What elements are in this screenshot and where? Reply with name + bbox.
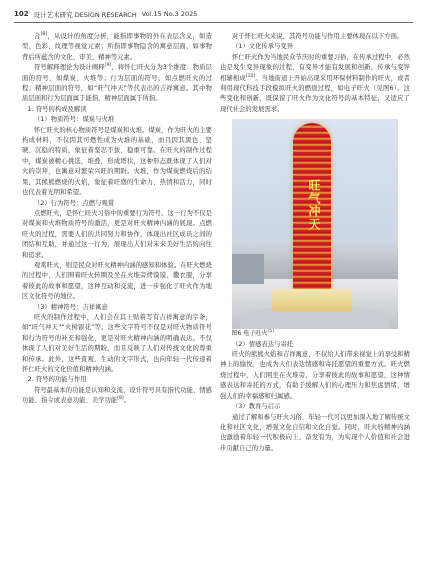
volume-info: Vol.15 No.3 2025 [141,10,198,18]
paragraph: 点燃旺火，是怀仁旺火习俗中的重要行为符号。这一行为不仅是对煤炭和火堆物质符号的激活，更是对旺火精神内涵的展现。点燃旺火的过程，需要人们的共同努力和协作，体现出社区成员之间的团结和互助，并通过这一行为，展现出人们对未来美好生活的向往和追求。 [22,209,212,259]
paragraph: 通过了解和参与旺火习俗，年轻一代可以更加深入地了解传统文化和社区文化，增强文化自信和文化自觉。同时，旺火的精神内涵也激励着年轻一代积极向上、奋发有为，为实现个人价值和社会进步贡献自己的力量。 [220,413,410,452]
subsection-heading: （1）物质符号：煤炭与火堆 [33,116,115,124]
left-column [22,32,212,407]
paragraph: 对于怀仁旺火来说，其符号功能与作用主要体现在以下方面。 [231,33,404,40]
subsection-heading: （2）行为符号：点燃与观赏 [33,199,115,207]
paragraph: 旺火的制作过程中，人们会在其上贴着写有吉祥寓意的字条，如“旺气冲天”“火树银花”等。这些文字符号不仅是对旺火物质符号和行为符号的补充和强化，更是对旺火精神内涵的明确表达。不仅体现了人们对美好生活的期盼，而且反映了人们对传统文化的尊重和传承。此外，这些直观、生动的文字形式，也向年轻一代传递着怀仁旺火的文化价值和精神内涵。 [22,313,212,373]
figure-electronic-wanghuo [232,119,398,329]
background-building [232,254,264,284]
page-number: 102 [14,10,29,18]
paragraph: 观赏旺火，则是民众对旺火精神内涵的感知和体验。在旺火燃烧的过程中，人们围着旺火转圈及坐在火堆旁烤馍馍、撒衣服，分享着彼此的故事和愿望，这种互动和交流，进一步强化了旺火作为地区文化符号的地位。 [22,261,212,301]
paragraph: 怀仁旺火的核心物质符号是煤炭和火堆。煤炭，作为旺火的主要构成材料，不仅因其可燃性成为火堆的基础，而且因其黑色、坚硬、沉稳的特质，象征着坚忍不拔、稳重可靠。在旺火的制作过程中，煤炭被精心挑选，堆叠，形成塔状，这种形态既体现了人们对火的崇拜，也寓意对繁荣兴旺的期盼。火堆，作为煤炭燃烧后的结果，其熊熊燃烧的火焰，象征着旺盛的生命力、热情和活力，同时也代表着光明和希望。 [22,126,212,197]
right-column [220,32,410,454]
subsection-heading: （3）教育与启示 [231,403,281,411]
section-heading: 1. 符号的构成及解读 [27,105,87,113]
journal-name: 设计艺术研究 DESIGN RESEARCH [33,10,137,19]
header-rule [14,22,413,23]
wanghuo-tower [293,123,331,299]
paragraph: 符号解释理论为设计阐释[9]，将怀仁旺火分为3个维度：物质层面的符号，如煤炭、火堆等；行为层面的符号，如点燃旺火的过程；精神层面的符号，如“旺气冲天”等代表出的吉祥寓意。其中物质层面和行为层面属于能指，精神层面属于所指。 [22,63,212,103]
tower-inscription: 旺气冲天 [307,179,321,232]
running-header [14,6,413,22]
subsection-heading: （2）情感表达与寄托 [231,340,294,348]
subsection-heading: （3）精神符号：吉祥寓意 [33,303,108,311]
paragraph: 符号最基本的功能是认知和交流，设计符号具有指代功能、情感功能、指令或表意功能、美学功能[9]。 [22,386,212,405]
figure-caption: 图6 电子旺火[5] [231,329,274,338]
subsection-heading: （1）文化传承与变异 [231,43,294,51]
paragraph: 旺火的熊熊火焰和吉祥寓意，不仅给人们带来视觉上的享受和精神上的愉悦，也成为人们表达情感和寄托愿望的重要方式。旺火燃烧过程中，人们围坐在火堆旁，分享着彼此的故事和愿望，这种情感表达和寄托的方式，有助于缓解人们的心理压力和焦虑情绪，增强人们的幸福感和归属感。 [220,351,410,400]
paragraph: 怀仁旺火作为当地民众节庆时的重要习俗，在传承过程中，必然也是发生变异现象的过程，有变异才能有发展和创新，传承与变异相辅相成[10]。当地街道上开始出现采用环保材料制作的旺火，或者利用现代科技手段模拟旺火的燃烧过程，如电子旺火（见图6）。这些变化和创新，既保留了旺火作为文化符号的基本特征，又适应了现代社会的发展需求。 [220,53,410,113]
tower-base [272,289,352,311]
section-heading: 2. 符号的功能与作用 [27,376,87,384]
paragraph: 合[8]，从设计的角度分析，能指即事物的外在表层含义，如造型、色彩、纹理等视觉元素；所指即事物隐含的寓意层面，如事物背后所蕴含的文化、审美、精神等元素。 [22,31,213,61]
